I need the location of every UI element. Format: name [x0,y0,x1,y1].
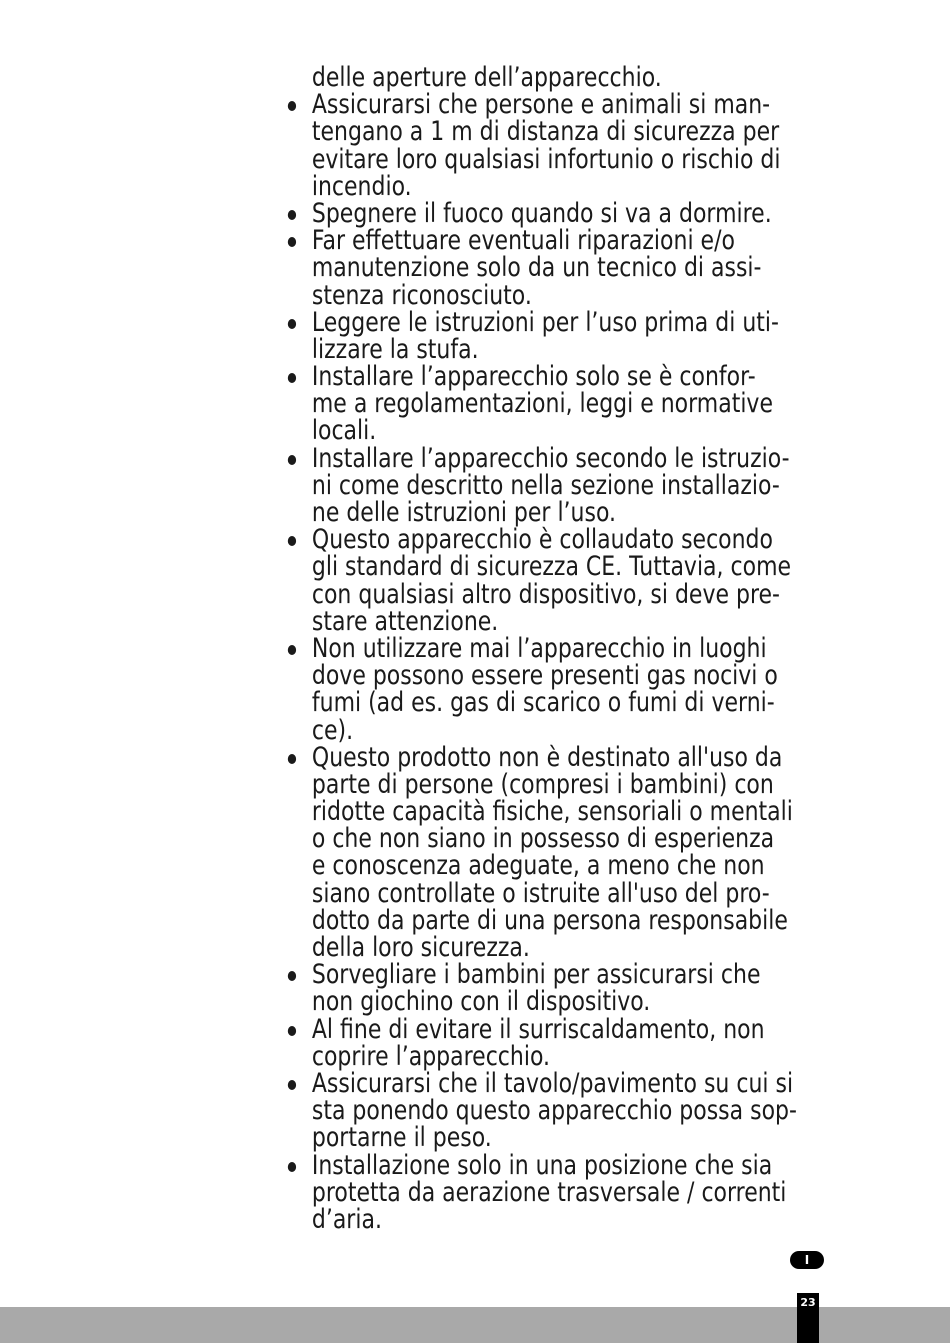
line-text: sta ponendo questo apparecchio possa sop- [311,1095,797,1127]
line-text: Questo prodotto non è destinato all'uso da [311,741,783,773]
text-line [282,388,773,420]
line-text: Leggere le istruzioni per l’uso prima di uti- [311,306,779,338]
line-text: Al fine di evitare il surriscaldamento, non [311,1013,765,1045]
line-text: lizzare la stufa. [311,333,479,365]
line-text: stare attenzione. [311,605,499,637]
bullet-item [282,227,872,309]
bullet-item [282,306,872,365]
line-text: tengano a 1 m di distanza di sicurezza per [311,116,780,148]
bullet-item [282,197,872,229]
text-line [282,524,773,556]
text-line [282,499,772,526]
bullet-item [282,526,872,635]
line-text: o che non siano in possesso di esperienza [311,823,775,855]
line-text: Assicurarsi che il tavolo/pavimento su cui si [311,1067,794,1099]
bullet-item [282,1067,872,1154]
line-text: ce). [311,714,354,746]
bullet-item [282,1149,872,1235]
text-line [282,660,778,692]
line-text: Non utilizzare mai l’apparecchio in luoghi [311,632,767,664]
continuation-text [282,64,872,91]
bullet-icon [288,971,296,981]
line-text: Installare l’apparecchio secondo le istruzio- [311,442,790,474]
line-text: fumi (ad es. gas di scarico o fumi di verni- [311,687,775,719]
text-line [282,1040,772,1072]
line-text: Spegnere il fuoco quando si va a dormire. [311,197,772,229]
text-line [282,1095,797,1127]
line-text: e conoscenza adeguate, a meno che non [311,850,765,882]
text-line [282,578,780,610]
language-badge: I [790,1251,824,1269]
line-text: della loro sicurezza. [311,932,530,963]
text-line [282,64,772,91]
bullet-icon [288,319,296,329]
text-line [282,252,772,284]
text-line [282,361,772,393]
line-text: stenza riconosciuto. [311,279,532,311]
line-text: siano controllate o istruite all'uso del pro- [311,877,770,909]
text-line [282,1149,773,1181]
text-line [282,687,775,719]
line-text: portarne il peso. [311,1122,492,1154]
line-text: locali. [311,415,377,447]
bullet-item [282,1013,872,1072]
text-line [282,1122,772,1154]
text-line [282,197,772,229]
text-line [282,714,772,746]
line-text: Installazione solo in una posizione che sia [311,1149,773,1181]
text-line [282,741,783,773]
text-line [282,469,780,501]
text-line [282,768,774,800]
line-text: delle aperture dell’apparecchio. [311,62,662,93]
text-line [282,959,772,991]
bullet-icon [288,210,296,220]
text-line [282,986,772,1018]
bullet-icon [288,1026,296,1036]
text-line [282,877,772,909]
bullet-item [282,363,872,445]
line-text: ni come descritto nella sezione installazio- [311,469,780,501]
bullet-item [282,91,872,200]
text-line [282,1176,787,1208]
text-line [282,850,772,882]
text-line [282,442,790,474]
line-text: dotto da parte di una persona responsabile [311,904,788,936]
bullet-icon [288,536,296,546]
bullet-icon [288,455,296,465]
line-text: dove possono essere presenti gas nocivi o [311,660,778,692]
bullet-icon [288,237,296,247]
bullet-item [282,959,872,1018]
text-line [282,605,772,637]
line-text: evitare loro qualsiasi infortunio o rischio di [311,143,781,175]
text-line [282,279,772,311]
text-line [282,116,780,148]
bullet-icon [288,373,296,383]
text-line [282,823,775,855]
text-line [282,1013,772,1045]
page-number: 23 [800,1296,816,1309]
text-line [282,1203,772,1235]
text-line [282,904,788,936]
page-number-tab [797,1293,819,1343]
line-text: protetta da aerazione trasversale / correnti [311,1176,787,1208]
bullet-item [282,741,872,963]
line-text: coprire l’apparecchio. [311,1040,551,1072]
line-text: ridotte capacità fisiche, sensoriali o mentali [311,796,793,828]
line-text: Far effettuare eventuali riparazioni e/o [311,225,735,257]
text-line [282,170,772,202]
line-text: Questo apparecchio è collaudato secondo [311,524,773,556]
line-text: me a regolamentazioni, leggi e normative [311,388,773,420]
line-text: Sorvegliare i bambini per assicurarsi che [311,959,761,991]
safety-instructions-list [282,64,872,1233]
bullet-item [282,442,872,528]
line-text: con qualsiasi altro dispositivo, si deve pre- [311,578,780,610]
text-line [282,306,779,338]
text-line [282,1067,794,1099]
text-line [282,333,772,365]
text-line [282,415,772,447]
text-line [282,89,772,121]
text-line [282,632,772,664]
line-text: Installare l’apparecchio solo se è confor- [311,361,756,393]
text-line [282,796,793,828]
text-line [282,551,792,583]
line-text: non giochino con il dispositivo. [311,986,651,1018]
bullet-icon [288,754,296,764]
line-text: incendio. [311,170,412,202]
line-text: parte di persone (compresi i bambini) con [311,768,774,800]
line-text: ne delle istruzioni per l’uso. [311,497,617,528]
bullet-item [282,632,872,746]
line-text: d’aria. [311,1203,382,1235]
text-line [282,225,772,257]
bullet-icon [288,101,296,111]
bullet-icon [288,645,296,655]
line-text: Assicurarsi che persone e animali si man- [311,89,771,121]
text-line [282,934,772,961]
line-text: gli standard di sicurezza CE. Tuttavia, come [311,551,792,583]
line-text: manutenzione solo da un tecnico di assi- [311,252,762,284]
bullet-icon [288,1080,296,1090]
text-line [282,143,781,175]
bullet-icon [288,1162,296,1172]
